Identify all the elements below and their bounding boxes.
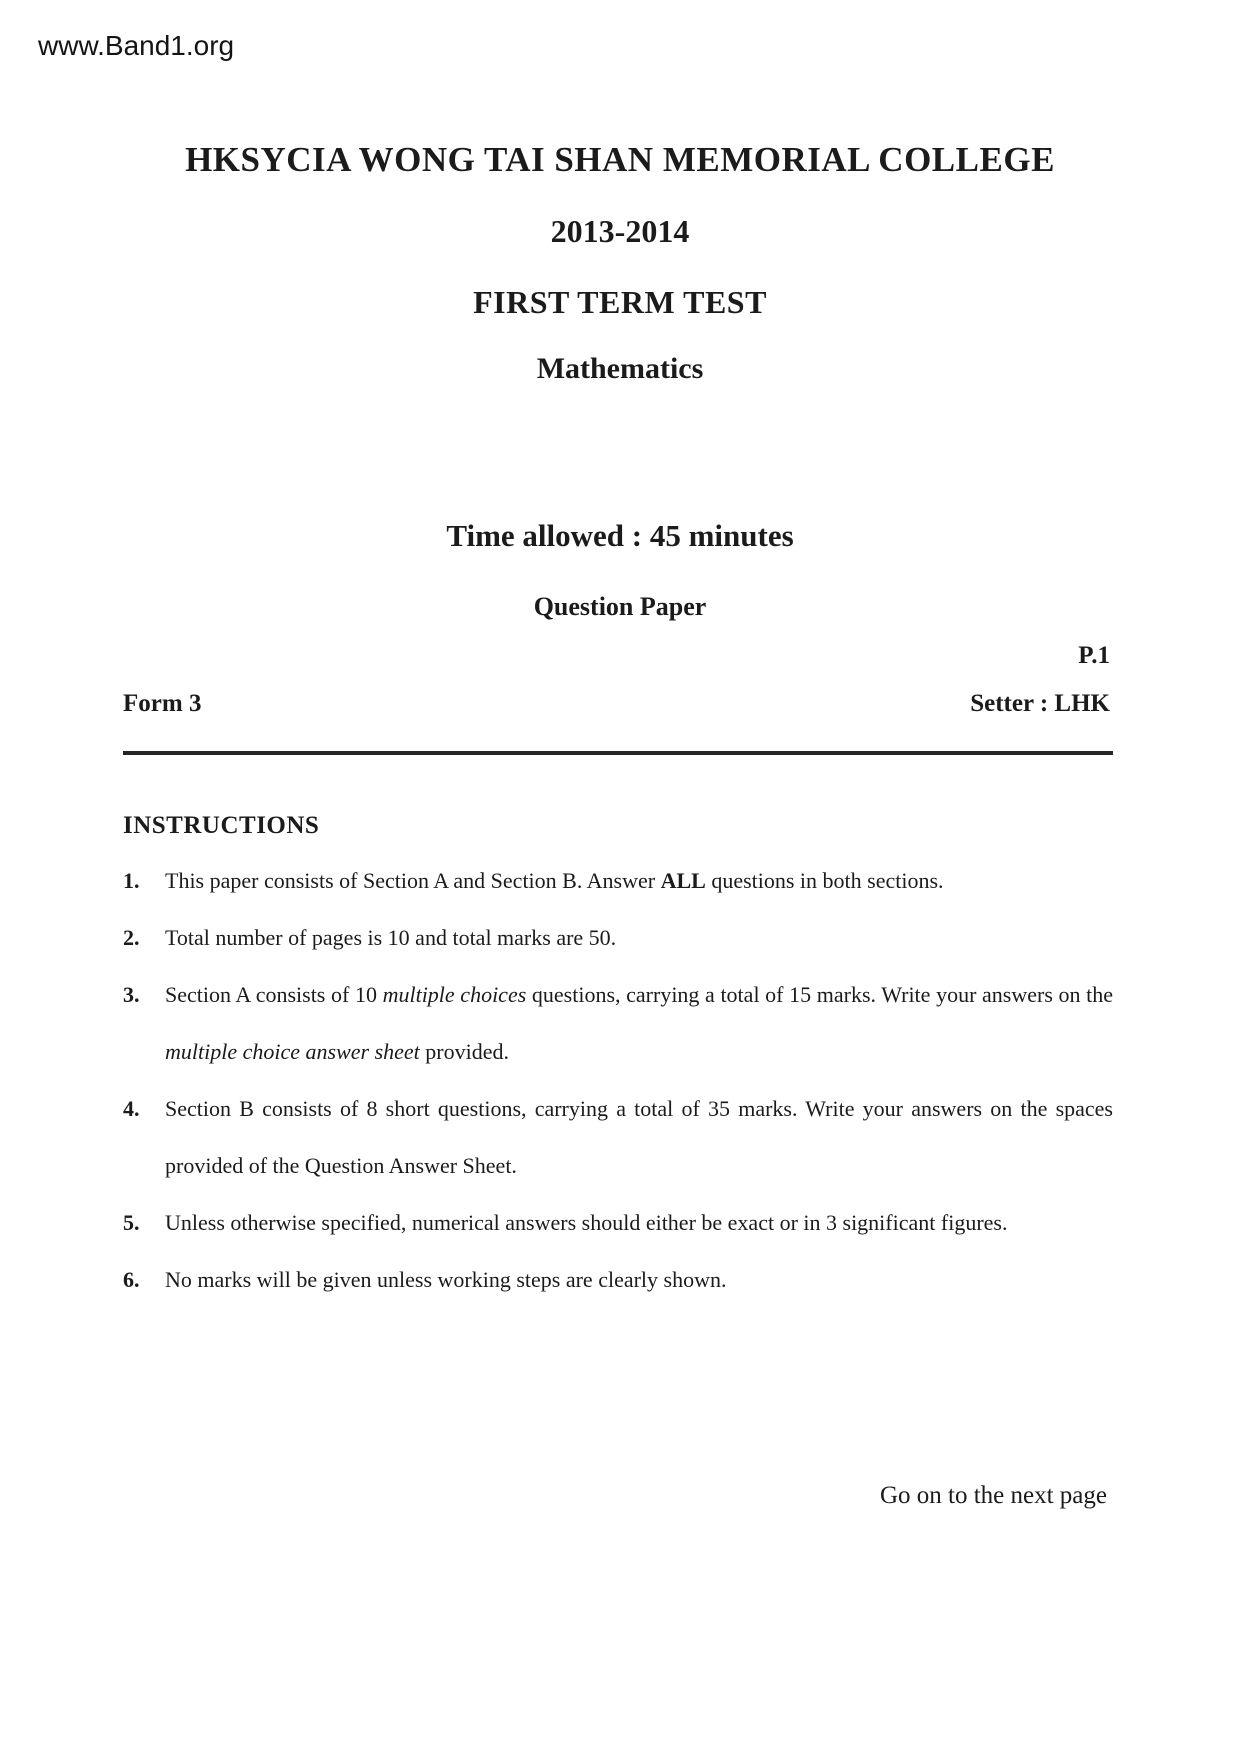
instruction-text-segment: No marks will be given unless working steps are clearly shown. <box>165 1267 727 1292</box>
instruction-item <box>123 1251 1113 1308</box>
instruction-text-segment: This paper consists of Section A and Section B. Answer <box>165 868 661 893</box>
instruction-item <box>123 1194 1113 1251</box>
instruction-text <box>165 909 1113 966</box>
school-name: HKSYCIA WONG TAI SHAN MEMORIAL COLLEGE <box>185 140 1055 179</box>
setter-label: Setter : LHK <box>970 690 1110 717</box>
instruction-number: 4. <box>123 1096 140 1121</box>
time-allowed: Time allowed : 45 minutes <box>446 518 794 553</box>
instruction-item <box>123 909 1113 966</box>
instructions-heading: INSTRUCTIONS <box>123 812 320 839</box>
instructions-list <box>123 852 1113 1308</box>
instruction-number: 6. <box>123 1267 140 1292</box>
site-url: www.Band1.org <box>38 30 235 61</box>
instruction-text <box>165 1194 1113 1251</box>
instruction-item <box>123 1080 1113 1194</box>
page-number: P.1 <box>1078 642 1110 669</box>
school-year: 2013-2014 <box>550 213 690 249</box>
instruction-text-segment: questions in both sections. <box>705 868 944 893</box>
instruction-number: 5. <box>123 1210 140 1235</box>
instruction-text-segment: Section A consists of 10 <box>165 982 383 1007</box>
footer-next-page-note: Go on to the next page <box>879 1482 1107 1509</box>
subject-name: Mathematics <box>536 352 704 385</box>
instruction-item <box>123 966 1113 1080</box>
instruction-item <box>123 852 1113 909</box>
form-label: Form 3 <box>123 690 202 717</box>
form-setter-row <box>123 690 1110 718</box>
instruction-number: 3. <box>123 982 140 1007</box>
header-divider-rule <box>123 751 1113 755</box>
instruction-text-segment: multiple choice answer sheet <box>165 1039 420 1064</box>
instruction-text <box>165 966 1113 1080</box>
instruction-text <box>165 1251 1113 1308</box>
instruction-text-segment: multiple choices <box>382 982 527 1007</box>
instruction-text-segment: Section B consists of 8 short questions, carrying a total of 35 marks. Write your answers on the spaces provided of the Question Answer Sheet. <box>165 1096 1113 1178</box>
exam-name: FIRST TERM TEST <box>473 284 767 320</box>
instruction-text <box>165 1080 1113 1194</box>
instruction-text-segment: provided. <box>419 1039 509 1064</box>
paper-type: Question Paper <box>533 592 707 621</box>
instruction-text-segment: Total number of pages is 10 and total marks are 50. <box>165 925 617 950</box>
instruction-text-segment: Unless otherwise specified, numerical answers should either be exact or in 3 significant figures. <box>165 1210 1008 1235</box>
instruction-number: 2. <box>123 925 140 950</box>
instruction-text-segment: questions, carrying a total of 15 marks. Write your answers on the <box>526 982 1114 1007</box>
instruction-text <box>165 852 1113 909</box>
instruction-number: 1. <box>123 868 140 893</box>
instruction-text-segment: ALL <box>660 868 706 893</box>
